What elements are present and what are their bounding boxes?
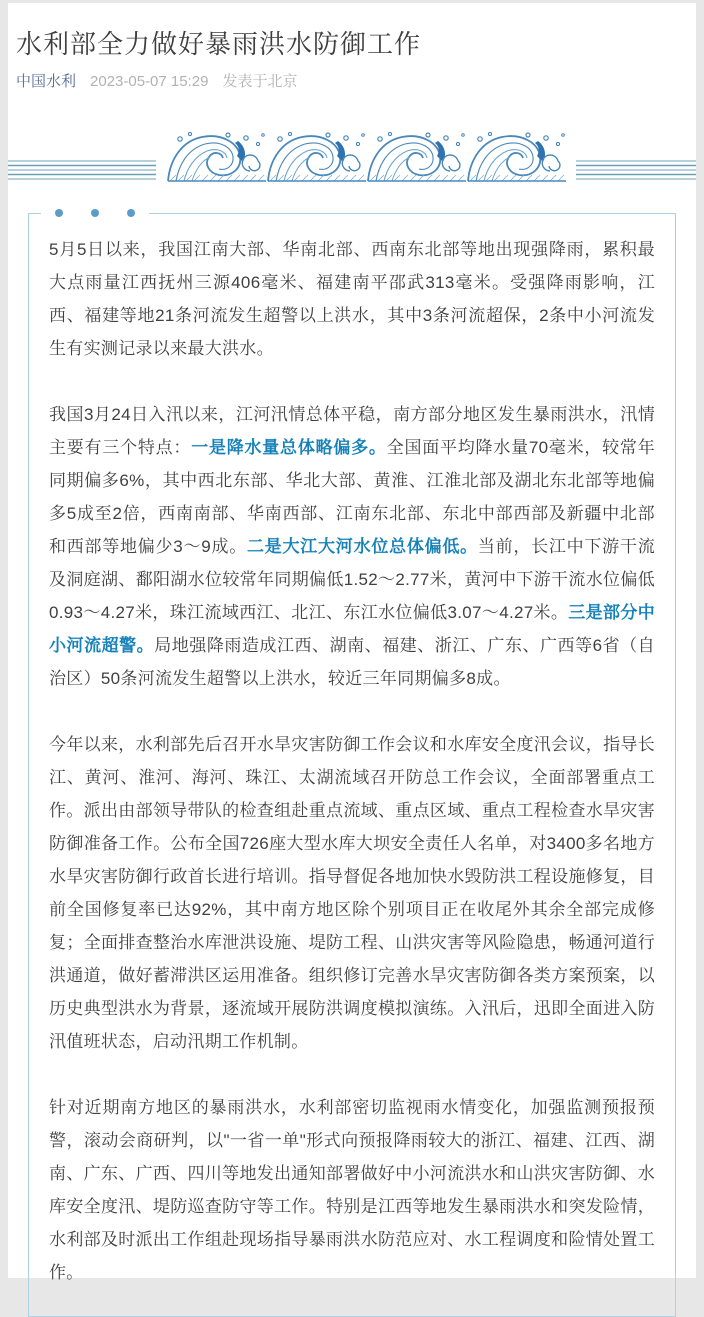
article-paragraph bbox=[49, 1091, 655, 1289]
publish-time: 2023-05-07 15:29 bbox=[90, 73, 209, 90]
top-dots-ornament bbox=[41, 209, 149, 217]
dot-icon bbox=[55, 209, 63, 217]
wave-pattern-icon bbox=[8, 129, 696, 189]
paragraph-text: 我国3月24日入汛以来，江河汛情总体平稳，南方部分地区发生暴雨洪水，汛情主要有三个特点： bbox=[49, 405, 655, 457]
article-header bbox=[8, 3, 696, 92]
emphasis-text: 一是降水量总体略偏多。 bbox=[191, 438, 387, 457]
article-paragraph bbox=[49, 728, 655, 1058]
paragraph-text: 全国面平均降水量70毫米，较常年同期偏多6%，其中西北东部、华北大部、黄淮、江淮北部及湖北东北部等地偏多5成至2倍，西南南部、华南西部、江南东北部、东北中部西部及新疆中北部和西部等地偏少3～9成。 bbox=[49, 438, 655, 556]
account-name-link[interactable]: 中国水利 bbox=[16, 73, 77, 90]
content-box bbox=[28, 213, 676, 1317]
page-title: 水利部全力做好暴雨洪水防御工作 bbox=[16, 29, 422, 59]
dot-icon bbox=[91, 209, 99, 217]
emphasis-text: 三是部分中小河流超警。 bbox=[49, 603, 655, 655]
paragraph-text: 今年以来，水利部先后召开水旱灾害防御工作会议和水库安全度汛会议，指导长江、黄河、淮河、海河、珠江、太湖流域召开防总工作会议，全面部署重点工作。派出由部领导带队的检查组赴重点流域、重点区域、重点工程检查水旱灾害防御准备工作。公布全国726座大型水库大坝安全责任人名单，对3400多名地方水旱灾害防御行政首长进行培训。指导督促各地加快水毁防洪工程设施修复，目前全国修复率已达92%，其中南方地区除个别项目正在收尾外其余全部完成修复；全面排查整治水库泄洪设施、堤防工程、山洪灾害等风险隐患，畅通河道行洪通道，做好蓄滞洪区运用准备。组织修订完善水旱灾害防御各类方案预案，以历史典型洪水为背景，逐流域开展防洪调度模拟演练。入汛后，迅即全面进入防汛值班状态，启动汛期工作机制。 bbox=[49, 735, 655, 1051]
wave-banner bbox=[8, 129, 696, 189]
article-paragraph bbox=[49, 398, 655, 695]
article-page bbox=[8, 3, 696, 1282]
paragraph-text: 局地强降雨造成江西、湖南、福建、浙江、广东、广西等6省（自治区）50条河流发生超警以上洪水，较近三年同期偏多8成。 bbox=[49, 636, 655, 688]
dot-icon bbox=[127, 209, 135, 217]
article-paragraph bbox=[49, 233, 655, 365]
emphasis-text: 二是大江大河水位总体偏低。 bbox=[247, 537, 478, 556]
paragraph-text: 针对近期南方地区的暴雨洪水，水利部密切监视雨水情变化，加强监测预报预警，滚动会商研判，以"一省一单"形式向预报降雨较大的浙江、福建、江西、湖南、广东、广西、四川等地发出通知部署做好中小河流洪水和山洪灾害防御、水库安全度汛、堤防巡查防守等工作。特别是江西等地发生暴雨洪水和突发险情，水利部及时派出工作组赴现场指导暴雨洪水防范应对、水工程调度和险情处置工作。 bbox=[49, 1098, 655, 1282]
paragraph-text: 5月5日以来，我国江南大部、华南北部、西南东北部等地出现强降雨，累积最大点雨量江西抚州三源406毫米、福建南平邵武313毫米。受强降雨影响，江西、福建等地21条河流发生超警以上洪水，其中3条河流超保，2条中小河流发生有实测记录以来最大洪水。 bbox=[49, 240, 655, 358]
paragraph-text: 当前，长江中下游干流及洞庭湖、鄱阳湖水位较常年同期偏低1.52～2.77米，黄河中下游干流水位偏低0.93～4.27米，珠江流域西江、北江、东江水位偏低3.07～4.27米。 bbox=[49, 537, 655, 622]
byline bbox=[16, 72, 688, 92]
article-body bbox=[49, 233, 655, 1289]
publish-location: 发表于北京 bbox=[222, 73, 298, 90]
